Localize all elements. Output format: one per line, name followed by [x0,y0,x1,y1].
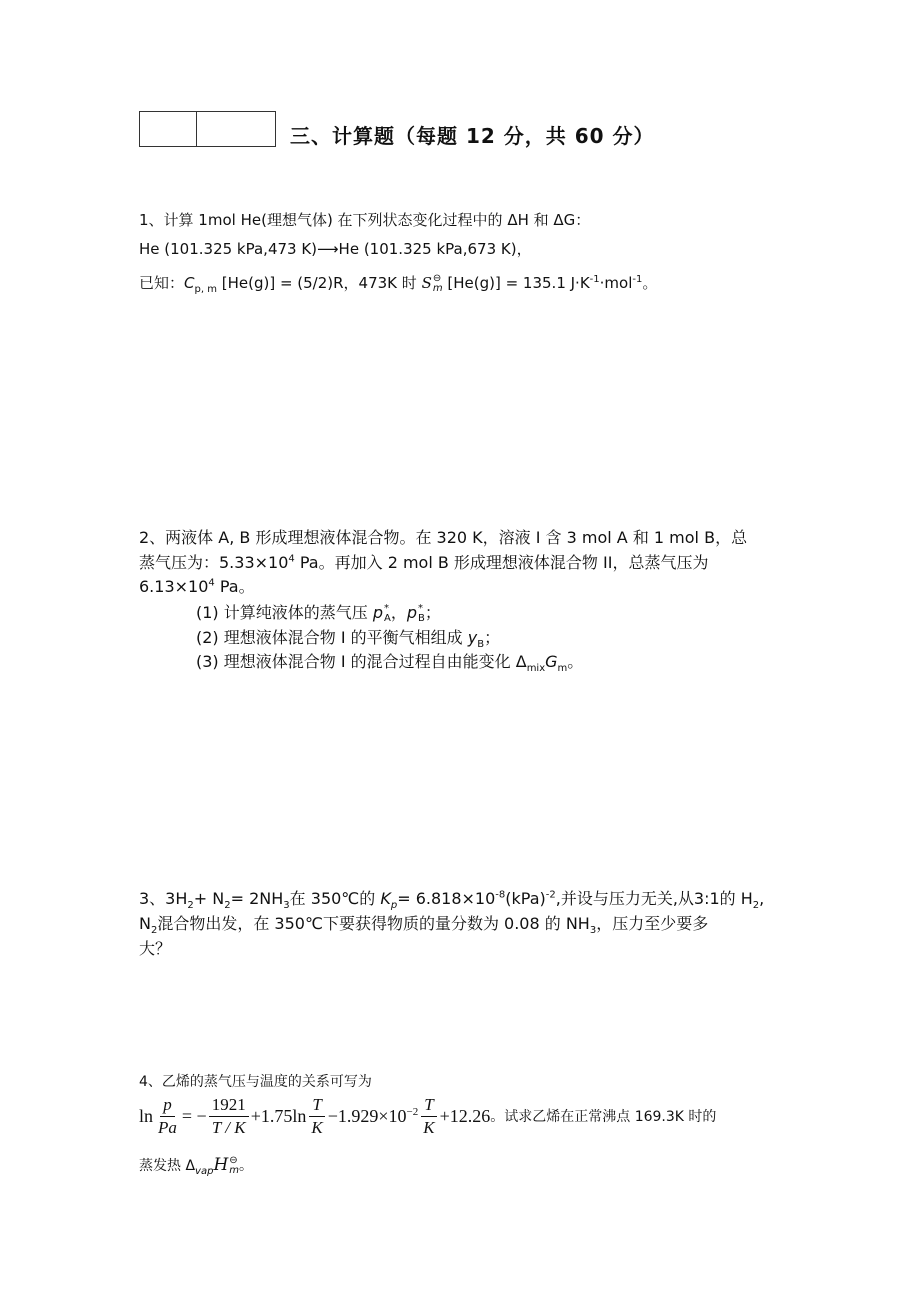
q4-frac-2 [209,1094,249,1139]
q3-line2 [139,914,709,937]
q4-h-symbol: H [213,1155,229,1175]
q1-unit-exp1: -1 [589,274,600,285]
q1-line2 [139,239,532,259]
q3-k-symbol: K [380,889,391,908]
standard-state-icon: ⊖ [432,272,442,284]
q1-cp-expression: [He(g)] = (5/2)R，473K 时 [221,274,417,292]
q1-state-initial: He (101.325 kPa,473 K) [139,240,318,258]
q1-entropy-sub: m [432,282,443,294]
q2-item2-end: ； [484,628,501,647]
q3-k-sub: p [390,900,398,912]
q3-k-unit: (kPa) [505,889,546,908]
q1-line1: 1、计算 1mol He(理想气体) 在下列状态变化过程中的 ΔH 和 ΔG： [139,211,591,229]
q2-yb-symbol: y [467,628,478,647]
q2-g-sub: m [557,663,568,675]
q3-line2-b: 混合物出发，在 350℃下要获得物质的量分数为 0.08 的 NH [157,914,590,933]
q2-item2-text: (2) 理想液体混合物 I 的平衡气相组成 [196,628,468,647]
q3-line1-end: , [759,889,765,908]
q4-term-4: +12.26 [439,1106,491,1126]
q1-end-mark: 。 [642,274,658,292]
q1-cp-subscript: p, m [194,284,217,295]
q3-sub-3: 3 [283,900,290,912]
q2-item1-end: ； [424,603,441,622]
q4-term-2: +1.75ln [250,1106,307,1126]
q2-pb-star: * [418,602,424,614]
q2-item1 [196,603,441,624]
q2-pa-indices [384,604,391,624]
q4-line1: 4、乙烯的蒸气压与温度的关系可写为 [139,1074,372,1090]
q4-frac-4-den: K [423,1118,435,1137]
q2-item3 [196,652,584,675]
q4-frac-1-num: p [160,1094,175,1117]
q2-line2-rest: Pa。再加入 2 mol B 形成理想液体混合物 II，总蒸气压为 [294,553,709,572]
q1-line3 [139,273,657,294]
q3-k-value: = 6.818×10 [397,889,496,908]
q1-entropy-symbol: S [421,274,432,292]
q2-item3-text: (3) 理想液体混合物 I 的混合过程自由能变化 Δ [196,652,527,671]
q4-vap-sub: vap [195,1165,214,1177]
q2-pb-sub: B [418,612,425,624]
q4-question: 。试求乙烯在正常沸点 169.3K 时的 [490,1108,717,1125]
q1-entropy-value: [He(g)] = 135.1 J·K [447,274,590,292]
q4-term-3-exp: −2 [406,1106,419,1118]
q2-line3 [139,577,255,597]
q1-unit-exp2: -1 [632,274,643,285]
q2-pa-star: * [384,602,389,614]
q2-mix-sub: mix [526,663,546,675]
q2-item2 [196,628,501,651]
q3-line3: 大？ [139,939,172,958]
standard-state-icon: ⊖ [229,1155,238,1166]
q3-line2-c: ，压力至少要多 [596,914,709,933]
q2-pressure-1: 蒸气压为：5.33×10 [139,553,289,572]
section-heading: 三、计算题（每题 12 分，共 60 分） [290,124,655,148]
arrow-icon: ⟶ [317,240,339,258]
q3-temp: 在 350℃的 [289,889,381,908]
q2-line1: 2、两液体 A, B 形成理想液体混合物。在 320 K，溶液 I 含 3 mol A 和 1 mol B，总 [139,528,748,547]
q2-pb-symbol: p [406,603,418,622]
q4-frac-3-den: K [311,1118,323,1137]
q2-yb-sub: B [477,639,485,651]
q2-item3-end: 。 [567,652,584,671]
q3-sub-1: 2 [187,900,194,912]
q4-frac-3 [308,1094,325,1139]
q3-line2-sub2: 3 [589,925,597,937]
q2-line3-rest: Pa。 [214,577,255,596]
q4-term-3-coef: −1.929×10 [327,1106,407,1126]
q1-cp-symbol: C [184,274,195,292]
q2-exp-2: 4 [208,577,215,589]
q3-k-exp: -8 [495,889,506,901]
q2-item1-text: (1) 计算纯液体的蒸气压 [196,603,373,622]
q3-line2-a: N [139,914,151,933]
score-cell-grade [140,112,197,146]
q4-equation [139,1094,716,1139]
q2-g-symbol: G [545,652,558,671]
q3-line2-sub: 2 [150,925,158,937]
q4-frac-2-den: T / K [211,1118,246,1137]
q4-h-indices [229,1156,239,1176]
q3-line1-rest: ,并设与压力无关,从3:1的 H [555,889,753,908]
q4-line3-end: 。 [239,1158,254,1174]
q3-reaction-a: 3、3H [139,889,188,908]
q4-line3-text: 蒸发热 Δ [139,1158,196,1174]
q4-frac-1 [155,1094,180,1139]
q2-pa-sub: A [384,612,391,624]
q4-h-sub: m [229,1165,240,1176]
q4-frac-2-num: 1921 [209,1094,249,1117]
q4-term-3 [328,1106,419,1127]
q2-pb-indices [418,604,425,624]
q3-k-unit-exp: -2 [545,889,556,901]
q2-pa-symbol: p [372,603,383,622]
q4-frac-4-num: T [421,1094,436,1117]
q3-sub-2: 2 [224,900,231,912]
q2-line2 [139,553,708,573]
q4-line3 [139,1155,253,1176]
q4-frac-3-num: T [309,1094,324,1117]
q1-known-label: 已知： [139,274,185,292]
q3-reaction-b: + N [193,889,225,908]
q3-sub-4: 2 [752,900,760,912]
q3-line1 [139,889,765,912]
score-cell-grader [197,112,275,146]
q1-state-final: He (101.325 kPa,673 K)， [338,240,532,258]
q4-equals: = − [181,1106,207,1126]
q2-exp-1: 4 [288,553,295,565]
q4-frac-1-den: Pa [158,1118,177,1137]
q3-reaction-c: = 2NH [230,889,284,908]
q2-item1-sep: ， [390,603,407,622]
score-box [139,111,276,147]
q2-pressure-2: 6.13×10 [139,577,209,596]
q4-ln: ln [139,1106,154,1126]
q4-frac-4 [420,1094,437,1139]
q1-unit-mol: ·mol [599,274,633,292]
q1-entropy-indices [433,274,443,294]
